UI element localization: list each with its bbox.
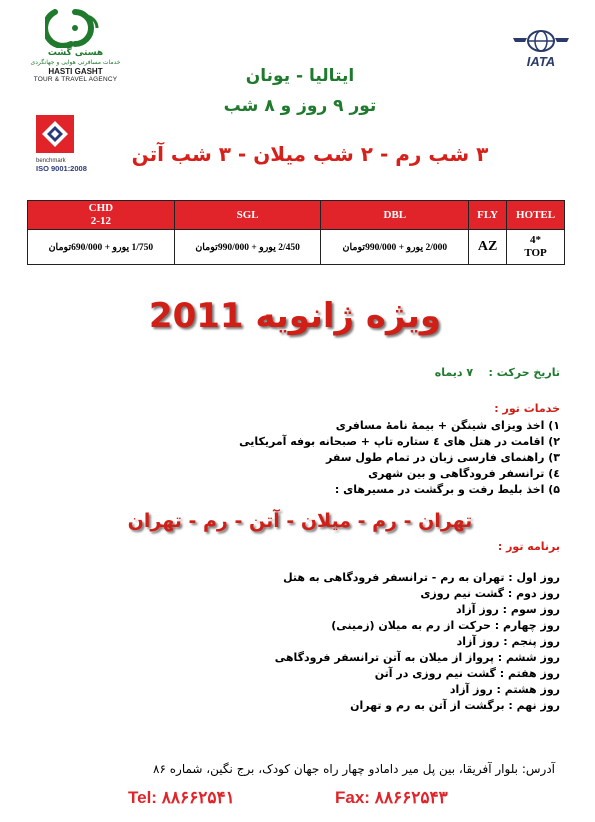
address: آدرس: بلوار آفریقا، بین پل میر دامادو چهار راه جهان کودک، برج نگین، شماره ۸۶ bbox=[153, 762, 555, 776]
header-dbl: DBL bbox=[321, 201, 469, 230]
header-chd bbox=[28, 201, 175, 230]
list-item: روز سوم : روز آزاد bbox=[455, 603, 560, 616]
destinations-heading: ایتالیا - یونان bbox=[245, 66, 355, 86]
departure-label: تاریخ حرکت : bbox=[488, 366, 560, 379]
iata-label: IATA bbox=[526, 54, 556, 69]
fax-label: Fax: bbox=[335, 788, 370, 807]
airline-code: AZ bbox=[469, 230, 507, 265]
list-item: روز هفتم : گشت نیم روزی در آتن bbox=[374, 667, 560, 680]
benchmark-certification bbox=[36, 115, 108, 173]
list-item: ۵) اخذ بلیط رفت و برگشت در مسیرهای : bbox=[334, 483, 560, 496]
hasti-gasht-logo bbox=[28, 8, 123, 84]
list-item: روز نهم : برگشت از آتن به رم و تهران bbox=[350, 699, 560, 712]
iata-logo bbox=[505, 30, 577, 68]
benchmark-logo-icon bbox=[36, 115, 74, 153]
special-offer-title: ویژه ژانویه 2011 bbox=[148, 296, 442, 336]
header-fly: FLY bbox=[469, 201, 507, 230]
program-list bbox=[120, 570, 560, 714]
price-table bbox=[27, 200, 565, 265]
iata-globe-icon bbox=[511, 30, 571, 52]
list-item: روز اول : تهران به رم - ترانسفر فرودگاهی به هتل bbox=[283, 571, 560, 584]
brand-name-fa: هستی گشت bbox=[47, 48, 104, 58]
header-chd-label: CHD bbox=[88, 202, 114, 214]
program-title: برنامه تور : bbox=[497, 540, 560, 553]
list-item: ۲) اقامت در هتل های ٤ ستاره تاپ + صبحانه بوفه آمریکایی bbox=[239, 435, 560, 448]
brand-tagline-fa: خدمات مسافرتی هوایی و جهانگردی bbox=[30, 59, 121, 66]
list-item: روز هشتم : روز آزاد bbox=[449, 683, 560, 696]
list-item: ٤) ترانسفر فرودگاهی و بین شهری bbox=[368, 467, 560, 480]
hotel-rating bbox=[507, 230, 565, 265]
price-table-header bbox=[28, 201, 565, 230]
telephone bbox=[128, 788, 235, 808]
duration-heading: تور ۹ روز و ۸ شب bbox=[223, 96, 377, 116]
list-item: روز ششم : پرواز از میلان به آتن ترانسفر فرودگاهی bbox=[274, 651, 560, 664]
hotel-class: TOP bbox=[524, 247, 547, 259]
header-hotel: HOTEL bbox=[507, 201, 565, 230]
brand-subtitle-en: TOUR & TRAVEL AGENCY bbox=[33, 76, 118, 83]
route-heading: تهران - رم - میلان - آتن - رم - تهران bbox=[127, 510, 473, 532]
list-item: روز دوم : گشت نیم روزی bbox=[420, 587, 560, 600]
benchmark-label: benchmark bbox=[36, 158, 66, 164]
iso-label: ISO 9001:2008 bbox=[36, 164, 87, 173]
header-chd-range: 2-12 bbox=[90, 215, 111, 227]
list-item: روز پنجم : روز آزاد bbox=[456, 635, 560, 648]
fax-number: ۸۸۶۶۲۵۴۳ bbox=[374, 788, 448, 807]
tel-label: Tel: bbox=[128, 788, 157, 807]
brand-name-en: HASTI GASHT bbox=[48, 67, 103, 76]
list-item: ۳) راهنمای فارسی زبان در تمام طول سفر bbox=[325, 451, 560, 464]
services-list bbox=[120, 418, 560, 498]
hotel-stars: 4* bbox=[530, 234, 542, 246]
services-title: خدمات تور : bbox=[494, 402, 560, 415]
tel-number: ۸۸۶۶۲۵۴۱ bbox=[161, 788, 235, 807]
price-chd: 1/750 یورو + 690/000تومان bbox=[28, 230, 175, 265]
itinerary-nights-heading: ۳ شب رم - ۲ شب میلان - ۳ شب آتن bbox=[131, 142, 489, 166]
departure-date bbox=[435, 366, 560, 379]
hasti-gasht-emblem-icon bbox=[45, 8, 107, 48]
list-item: روز چهارم : حرکت از رم به میلان (زمینی) bbox=[331, 619, 560, 632]
price-dbl: 2/000 یورو + 990/000تومان bbox=[321, 230, 469, 265]
list-item: ۱) اخذ ویزای شینگن + بیمهٔ نامهٔ مسافری bbox=[335, 419, 560, 432]
price-sgl: 2/450 یورو + 990/000تومان bbox=[174, 230, 321, 265]
fax bbox=[335, 788, 448, 808]
departure-value: ۷ دیماه bbox=[434, 366, 474, 379]
table-row bbox=[28, 230, 565, 265]
header-sgl: SGL bbox=[174, 201, 321, 230]
